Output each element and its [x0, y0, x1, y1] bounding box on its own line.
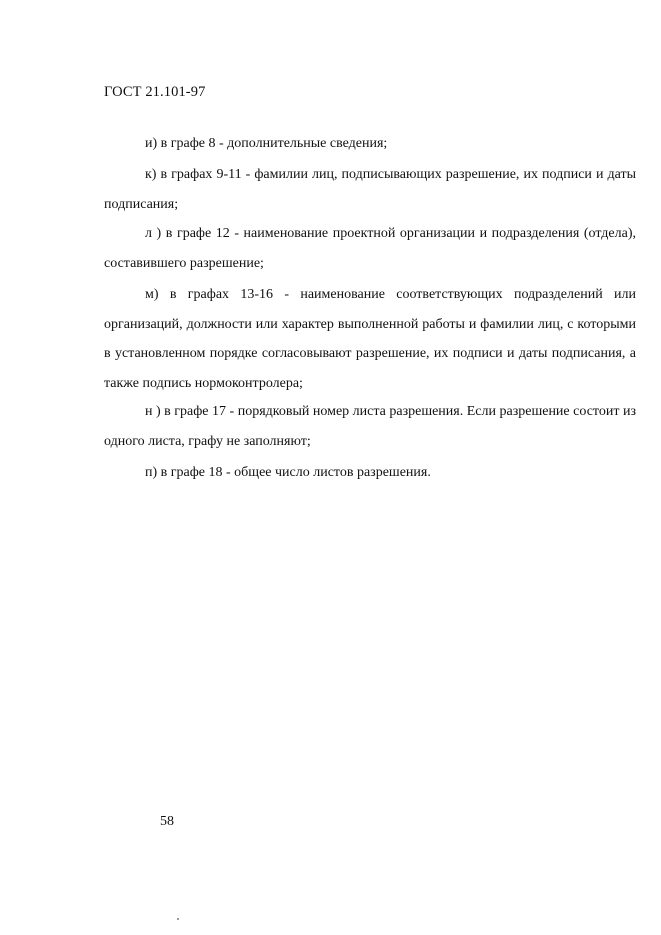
paragraph-n: н ) в графе 17 - порядковый номер листа разрешения. Если разрешение состоит из одного листа, графу не заполняют;: [104, 404, 636, 449]
paragraph-p: п) в графе 18 - общее число листов разрешения.: [145, 465, 431, 480]
paragraph-l: л ) в графе 12 - наименование проектной организации и подразделения (отдела), составившего разрешение;: [104, 226, 636, 271]
document-header: ГОСТ 21.101-97: [104, 84, 206, 100]
paragraph-k: к) в графах 9-11 - фамилии лиц, подписывающих разрешение, их подписи и даты подписания;: [104, 167, 636, 212]
scan-speck: [177, 918, 179, 920]
paragraph-m: м) в графах 13-16 - наименование соответствующих подразделений или организаций, должности или характер выполненной работы и фамилии лиц, с которыми в установленном порядке согласовывают разрешение, их подписи и даты подписания, а также подпись нормоконтролера;: [104, 287, 636, 391]
paragraph-i: и) в графе 8 - дополнительные сведения;: [145, 136, 388, 151]
page-number: 58: [160, 814, 174, 829]
